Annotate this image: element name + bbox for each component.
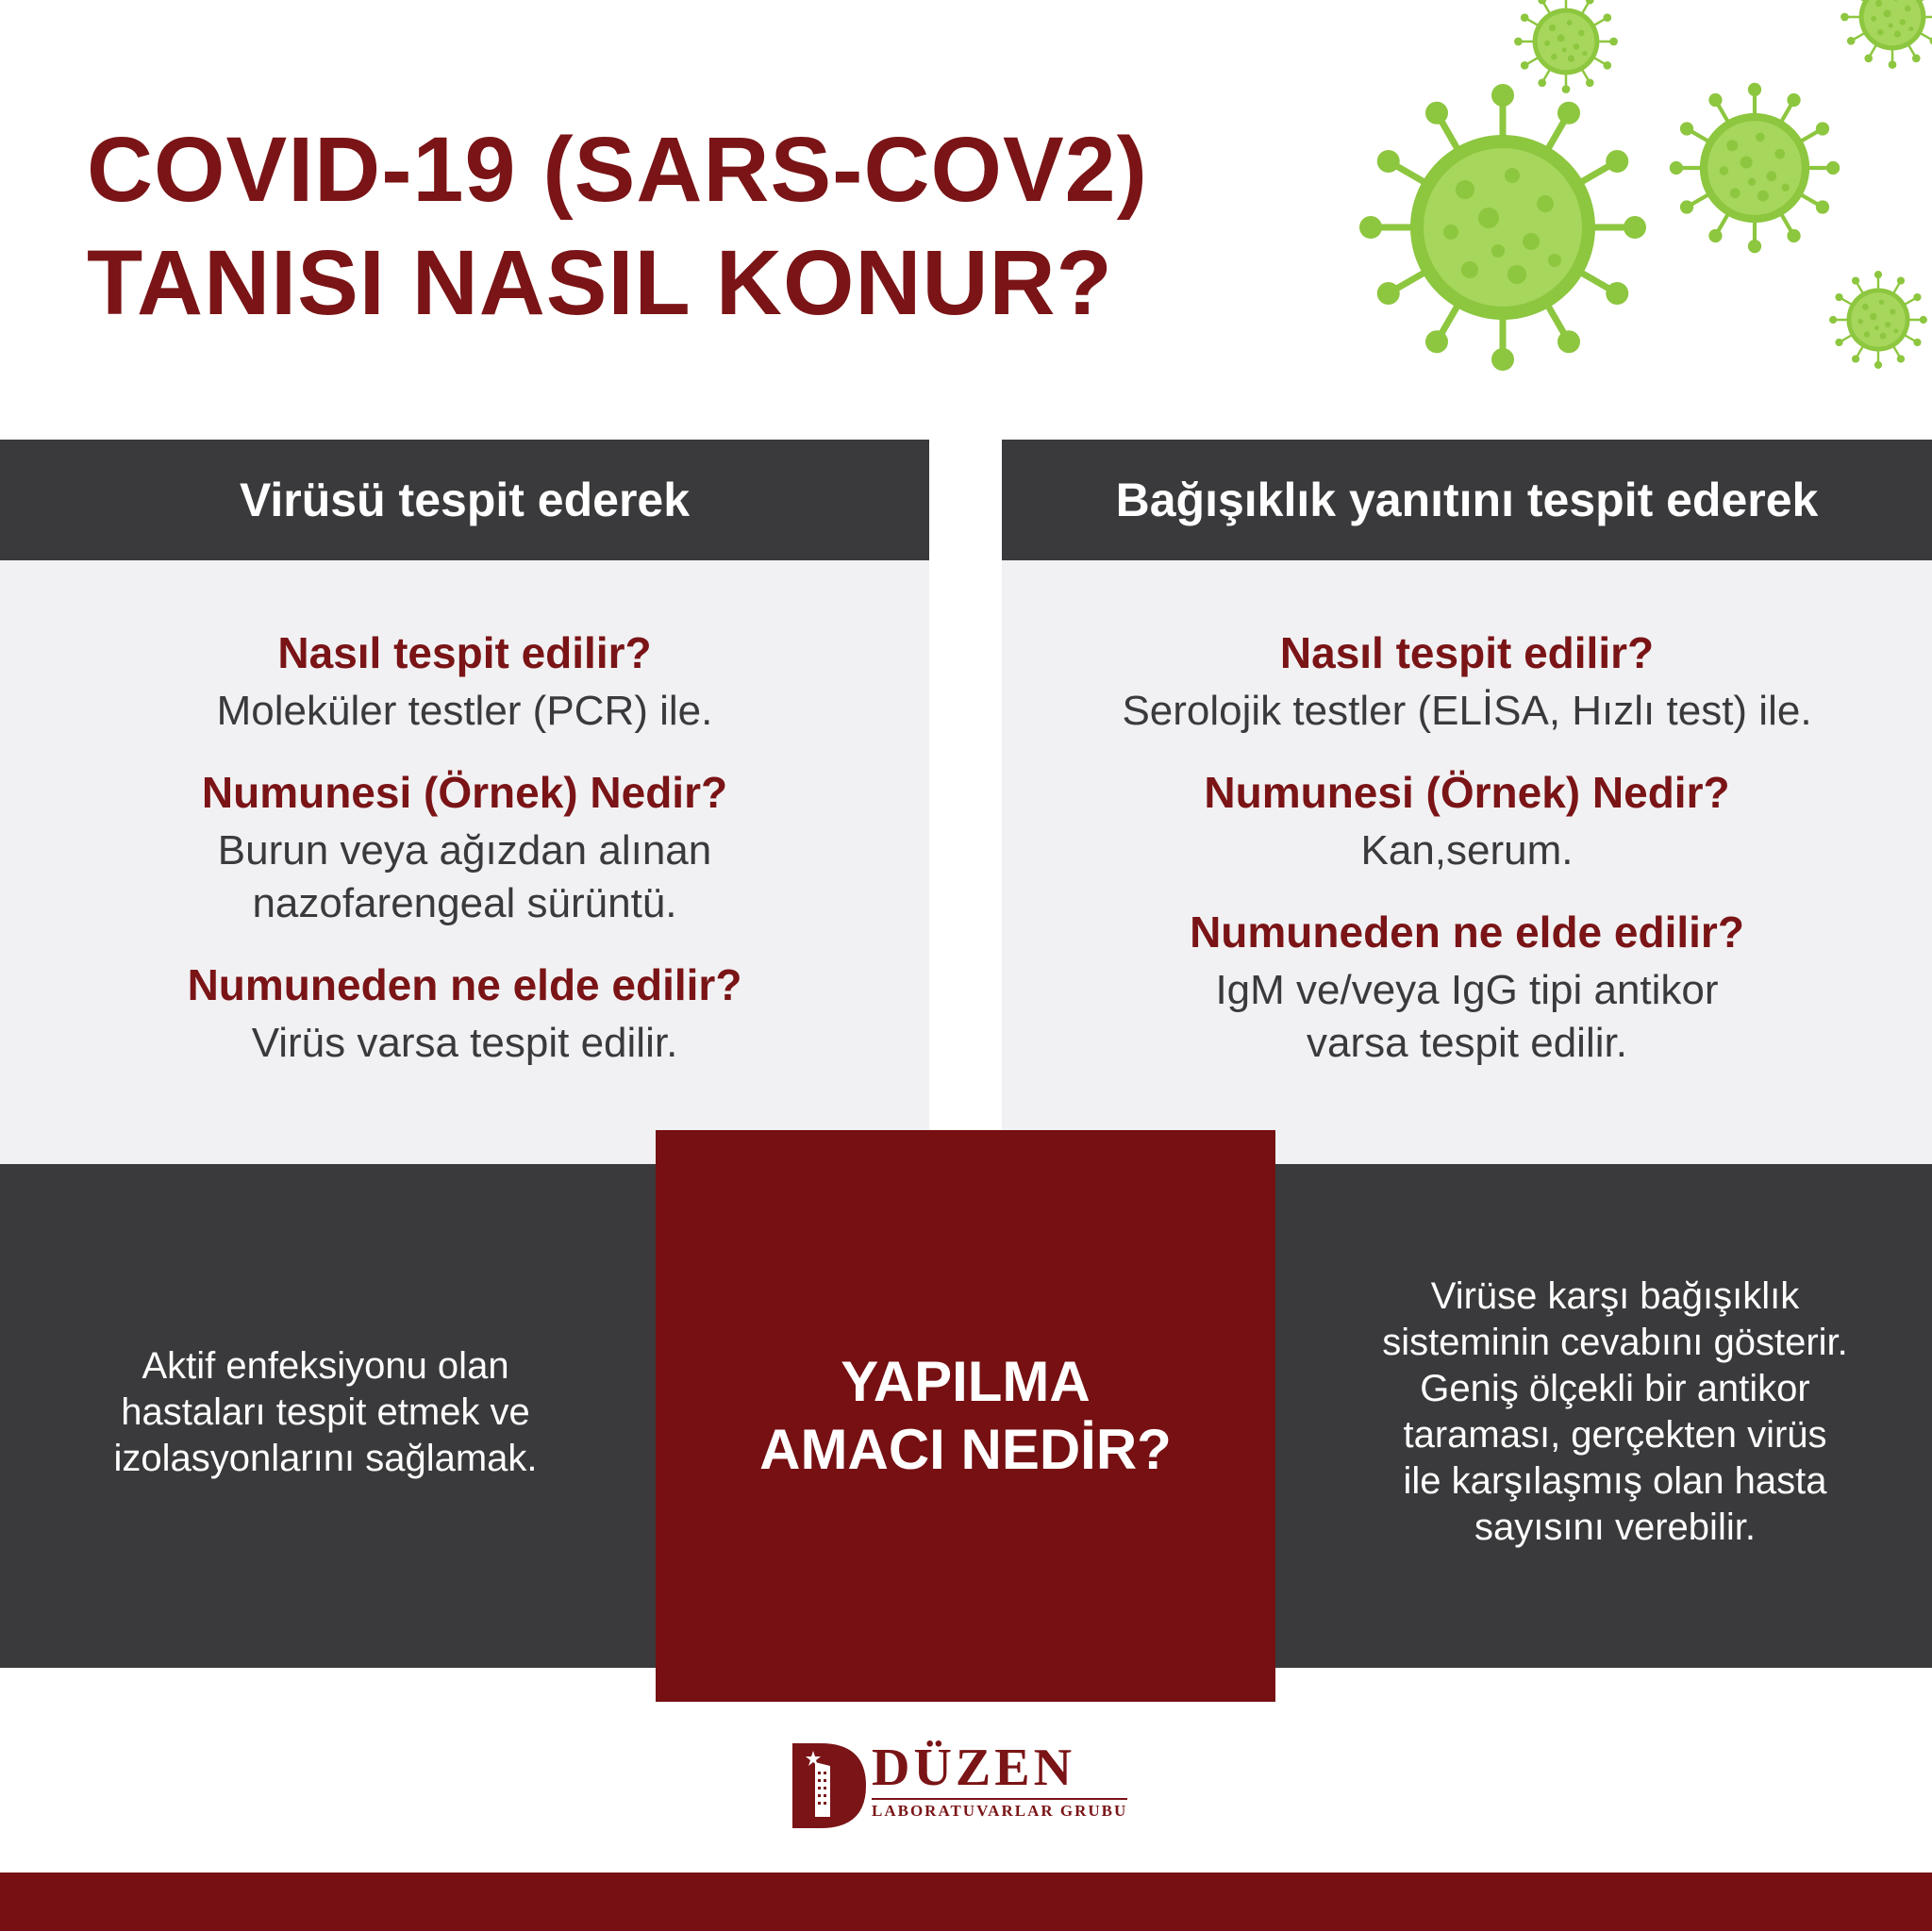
purpose-right-text: Virüse karşı bağışıklık sisteminin cevabını gösterir. Geniş ölçekli bir antikor taraması, gerçekten virüs ile karşılaşmış olan hasta sayısını verebilir. <box>1382 1275 1848 1548</box>
left-question-detection: Nasıl tespit edilir? <box>277 628 652 677</box>
page-title <box>87 113 1148 340</box>
virus-icon <box>1840 0 1932 70</box>
left-question-sample: Numunesi (Örnek) Nedir? <box>201 768 728 817</box>
title-line-1: COVID-19 (SARS-COV2) <box>87 118 1148 221</box>
left-column-panel <box>0 560 929 1164</box>
virus-icon <box>1357 81 1649 374</box>
right-question-detection: Nasıl tespit edilir? <box>1279 628 1655 677</box>
virus-icon <box>1828 270 1928 370</box>
left-answer-sample: Burun veya ağızdan alınan nazofarengeal sürüntü. <box>217 827 712 926</box>
right-answer-sample: Kan,serum. <box>1360 827 1574 874</box>
left-column-header <box>0 440 929 560</box>
right-answer-result: IgM ve/veya IgG tipi antikor varsa tespit edilir. <box>1215 967 1719 1066</box>
virus-icon <box>1513 0 1619 94</box>
right-question-sample: Numunesi (Örnek) Nedir? <box>1204 768 1730 817</box>
left-header-label: Virüsü tespit ederek <box>239 474 691 526</box>
virus-icon <box>1668 81 1841 255</box>
title-line-2: TANISI NASIL KONUR? <box>87 231 1113 334</box>
purpose-box <box>656 1130 1275 1702</box>
right-question-result: Numuneden ne elde edilir? <box>1190 907 1744 957</box>
purpose-left-text: Aktif enfeksiyonu olan hastaları tespit etmek ve izolasyonlarını sağlamak. <box>113 1345 538 1479</box>
logo-brand-name: DÜZEN <box>872 1739 1076 1797</box>
left-question-result: Numuneden ne elde edilir? <box>187 960 742 1009</box>
right-column-panel <box>1002 560 1932 1164</box>
left-answer-detection: Moleküler testler (PCR) ile. <box>216 688 713 734</box>
duzen-logo <box>792 1739 1170 1828</box>
right-header-label: Bağışıklık yanıtını tespit ederek <box>1115 474 1819 526</box>
logo-subtitle: LABORATUVARLAR GRUBU <box>872 1798 1127 1821</box>
footer-bar <box>0 1873 1932 1931</box>
purpose-heading: YAPILMA AMACI NEDİR? <box>759 1350 1172 1481</box>
right-answer-detection: Serolojik testler (ELİSA, Hızlı test) ile. <box>1122 688 1812 734</box>
building-logo-icon <box>792 1743 868 1828</box>
right-column-header <box>1002 440 1932 560</box>
left-answer-result: Virüs varsa tespit edilir. <box>251 1020 678 1066</box>
